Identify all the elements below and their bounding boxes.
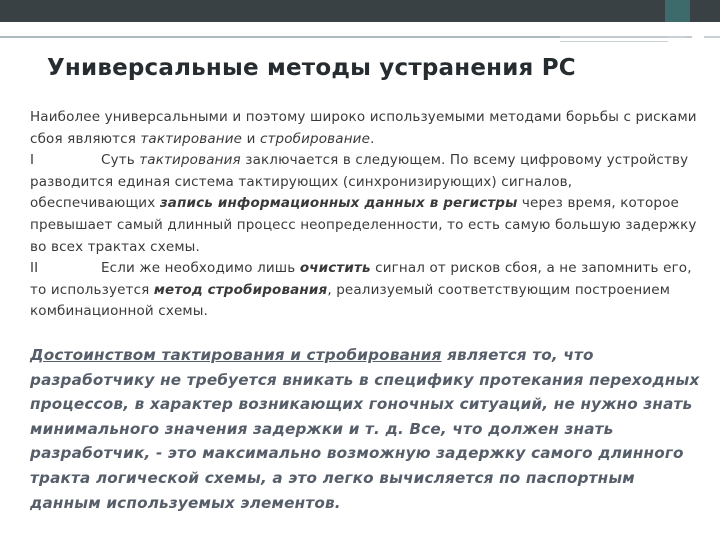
intro-term-clocking: тактирование (140, 130, 243, 147)
item-1-term: тактирования (139, 152, 241, 169)
intro-text-and: и (242, 130, 260, 147)
item-1-emphasis: запись информационных данных в регистры (159, 195, 518, 212)
header-rule-segment-right (704, 36, 720, 38)
header-band-dark-right (690, 0, 720, 22)
item-1-text-3: через время, которое превышает самый длинный процесс неопределенности, то есть самую большую задержку во всех трактах схемы. (30, 195, 697, 255)
intro-text-end: . (370, 130, 375, 147)
item-2-term: очистить (299, 260, 371, 277)
header-rule-segment (668, 36, 686, 38)
header-band-dark (0, 0, 665, 22)
item-2-text-3: , реализуемый соответствующим построением комбинационной схемы. (30, 281, 671, 320)
item-2-number: II (30, 260, 39, 277)
item-2-text-2: сигнал от рисков сбоя, а не запомнить его, то используется (30, 260, 692, 298)
conclusion-underlined: Достоинством тактирования и стробирования (30, 346, 442, 364)
intro-text: Наиболее универсальными и поэтому широко используемыми методами борьбы с рисками сбоя являются (30, 109, 697, 147)
conclusion-text: является то, что разработчику не требуется вникать в специфику протекания переходных процессов, в характер возникающих гоночных ситуаций, не нужно знать минимального значения задержки и т. д. Все, что должен знать разработчик, - это максимально возможную задержку самого длинного тракта логической схемы, а это легко вычисляется по паспортным данным используемых элементов. (30, 346, 700, 512)
item-2 (30, 258, 700, 323)
intro-term-strobing: стробирование (259, 130, 371, 147)
item-1-text-2: заключается в следующем. По всему цифровому устройству разводится единая система тактирующих (синхронизирующих) сигналов, обеспечивающих (30, 152, 689, 212)
item-1-text: Суть (101, 152, 140, 169)
item-1 (30, 150, 700, 258)
slide-body (30, 107, 700, 323)
item-2-emphasis: метод стробирования (153, 281, 328, 298)
conclusion-paragraph (30, 343, 710, 515)
item-1-number: I (30, 152, 35, 169)
item-2-text: Если же необходимо лишь (101, 260, 300, 277)
slide-title: Универсальные методы устранения РС (47, 55, 576, 81)
intro-paragraph (30, 107, 700, 150)
header-band-accent (667, 0, 687, 22)
header-rule-thin (560, 41, 668, 42)
header-rule-left (0, 36, 560, 38)
